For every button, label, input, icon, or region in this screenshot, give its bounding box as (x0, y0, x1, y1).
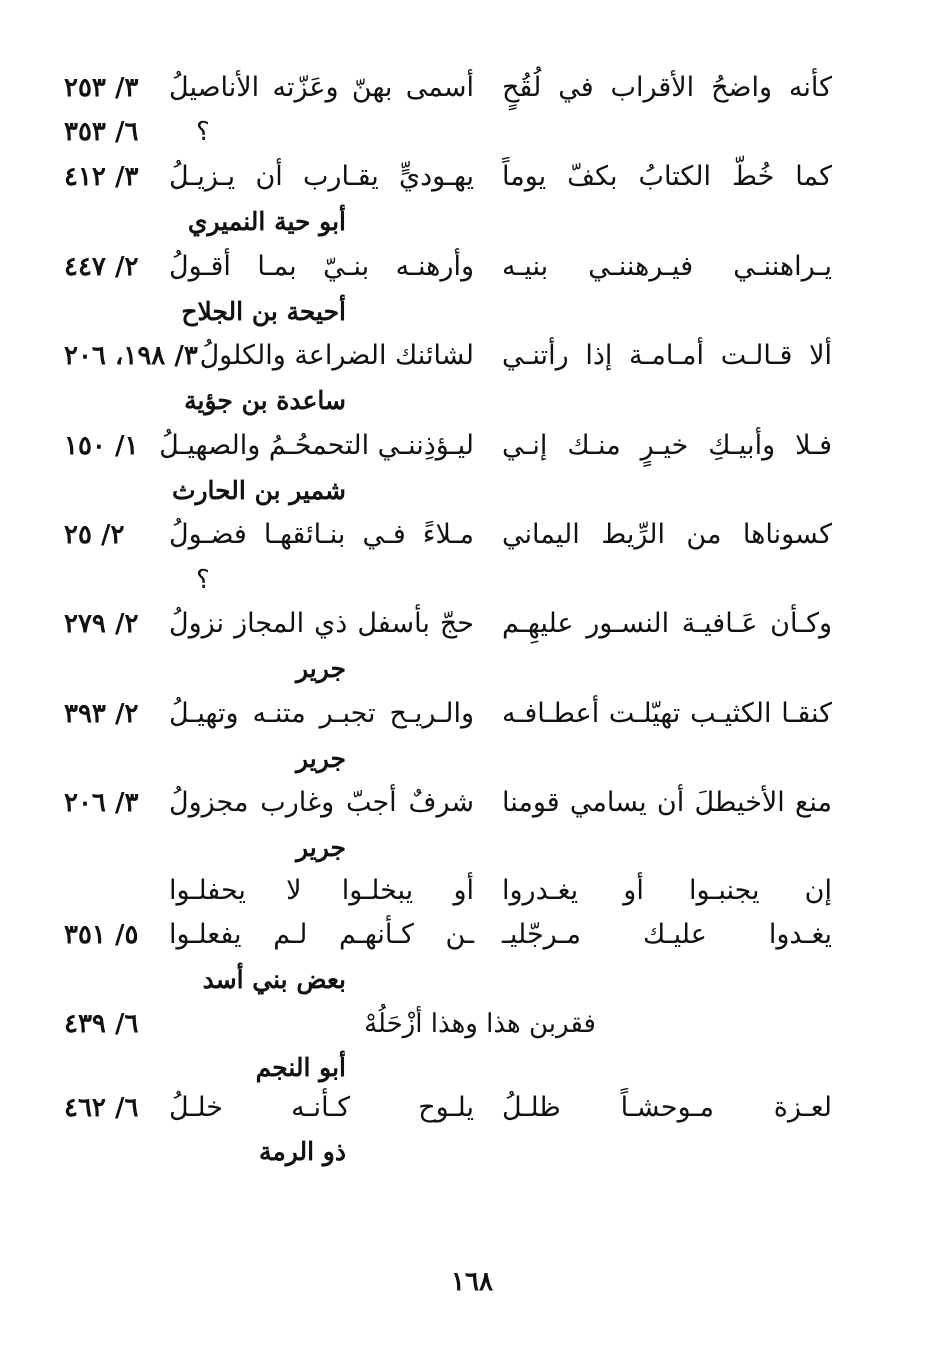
poet-name-row (0, 200, 944, 244)
first-hemistich: إن يجنبـوا أو يغـدروا (502, 875, 832, 906)
page-number: ١٦٨ (451, 1267, 493, 1297)
second-hemistich: ـن كـأنهـم لـم يفعلـوا (169, 919, 474, 950)
first-hemistich: كما خُطّ الكتابُ بكفّ يوماً (502, 161, 832, 192)
verse-line-10 (0, 869, 944, 913)
poet-name-row (0, 737, 944, 781)
poet-name-row (0, 290, 944, 334)
second-hemistich: يلـوح كـأنـه خلـلُ (169, 1092, 474, 1123)
single-hemistich: فقربن هذا وهذا أزْحَلُهْ (364, 1009, 596, 1039)
poet-name: شمير بن الحارث (171, 476, 346, 505)
first-hemistich: لعـزة مـوحشـاً ظلـلُ (502, 1092, 832, 1123)
poet-name: بعض بني أسد (202, 965, 346, 994)
volume-page-ref: ٣/ ١٩٨، ٢٠٦ (64, 341, 198, 371)
volume-page-ref: ٣/ ٢٥٣ (64, 73, 139, 103)
rajaz-line (0, 1002, 944, 1046)
first-hemistich: يـراهننـي فيـرهننـي بنيـه (502, 251, 832, 282)
verse-line-4 (0, 334, 944, 378)
poet-name-row (0, 1130, 944, 1174)
second-hemistich: أو يبخلـوا لا يحفلـوا (169, 875, 474, 906)
volume-page-ref: ٥/ ٣٥١ (64, 920, 139, 950)
volume-page-ref: ٦/ ٤٣٩ (64, 1009, 139, 1039)
volume-page-ref: ٢/ ٣٩٣ (64, 699, 139, 729)
unknown-poet-mark: ؟ (196, 565, 210, 595)
volume-page-ref: ٣/ ٢٠٦ (64, 788, 139, 818)
poet-name: أحيحة بن الجلاح (181, 297, 346, 326)
second-hemistich: شرفٌ أجبّ وغارب مجزولُ (169, 787, 474, 818)
first-hemistich: فـلا وأبيـكِ خيـرٍ منـك إنـي (502, 430, 832, 461)
verse-line-6 (0, 513, 944, 557)
second-hemistich: لشائنك الضراعة والكلولُ (199, 340, 474, 371)
verse-line-8 (0, 692, 944, 736)
verse-line-3 (0, 245, 944, 289)
first-hemistich: ألا قـالـت أمـامـة إذا رأتنـي (502, 340, 832, 371)
poet-name: ذو الرمة (258, 1137, 346, 1166)
verse-line-11 (0, 913, 944, 957)
second-hemistich: يهـوديٍّ يقـارب أن يـزيـلُ (169, 161, 474, 192)
unknown-poet-line-2 (0, 558, 944, 602)
second-hemistich: مـلاءً فـي بنـائقهـا فضـولُ (169, 519, 474, 550)
poet-name-row (0, 647, 944, 691)
verse-line-9 (0, 781, 944, 825)
first-hemistich: منع الأخيطلَ أن يسامي قومنا (502, 787, 832, 818)
poet-name: أبو النجم (255, 1053, 346, 1082)
poet-name: جرير (296, 654, 346, 683)
first-hemistich: كأنه واضحُ الأقراب في لُقُحٍ (502, 72, 832, 103)
second-hemistich: والـريـح تجبـر متنـه وتهيـلُ (169, 698, 474, 729)
second-hemistich: حجّ بأسفل ذي المجاز نزولُ (169, 608, 474, 639)
verse-line-2 (0, 155, 944, 199)
volume-page-ref: ٢/ ٤٤٧ (64, 252, 139, 282)
volume-page-ref: ٢/ ٢٥ (64, 520, 125, 550)
poet-name-row (0, 958, 944, 1002)
first-hemistich: كسوناها من الرِّيط اليماني (502, 519, 832, 550)
second-hemistich: ليـؤذِننـي التحمحُـمُ والصهيـلُ (159, 430, 474, 461)
poet-name: جرير (296, 744, 346, 773)
first-hemistich: كنقـا الكثيـب تهيّلـت أعطـافـه (502, 698, 832, 729)
verse-line-7 (0, 602, 944, 646)
poet-name: جرير (296, 833, 346, 862)
first-hemistich: وكـأن عَـافيـة النسـور عليهِـم (502, 608, 832, 639)
poet-name: أبو حية النميري (187, 207, 346, 236)
unknown-poet-line-1 (0, 110, 944, 154)
first-hemistich: يغـدوا عليـك مـرجّليـ (502, 919, 832, 950)
volume-page-ref: ٦/ ٤٦٢ (64, 1093, 139, 1123)
second-hemistich: أسمى بهنّ وعَزّته الأناصيلُ (169, 72, 474, 103)
verse-line-5 (0, 424, 944, 468)
verse-line-12 (0, 1086, 944, 1130)
poet-name: ساعدة بن جؤية (184, 386, 346, 415)
volume-page-ref: ٢/ ٢٧٩ (64, 609, 139, 639)
volume-page-ref: ٦/ ٣٥٣ (64, 117, 139, 147)
volume-page-ref: ١/ ١٥٠ (64, 431, 139, 461)
volume-page-ref: ٣/ ٤١٢ (64, 162, 139, 192)
poet-name-row (0, 379, 944, 423)
unknown-poet-mark: ؟ (196, 117, 210, 147)
poet-name-row (0, 826, 944, 870)
second-hemistich: وأرهنـه بنـيّ بمـا أقـولُ (169, 251, 474, 282)
poet-name-row (0, 469, 944, 513)
verse-line-1 (0, 66, 944, 110)
poet-name-row (0, 1046, 944, 1090)
